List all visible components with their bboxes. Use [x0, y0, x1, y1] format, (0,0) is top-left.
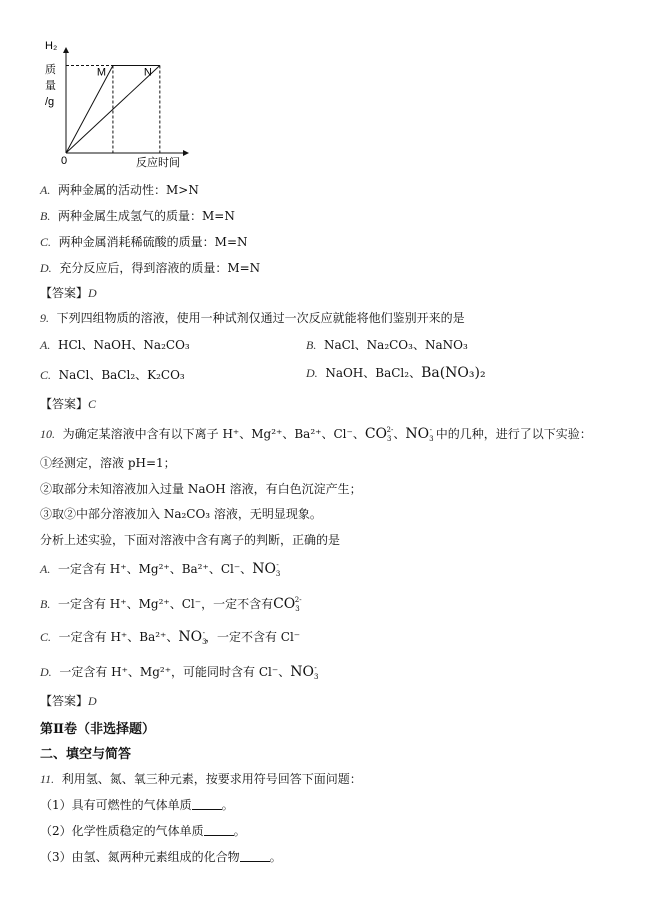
q8-answer: 【答案】D	[40, 286, 97, 300]
section-title: 第Ⅱ卷（非选择题）	[40, 722, 155, 737]
q9-option-d: D. NaOH、BaCl₂、Ba(NO₃)₂	[306, 365, 486, 381]
y-axis-label-1: 质	[45, 64, 56, 76]
q9-option-c: C. NaCl、BaCl₂、K₂CO₃	[40, 368, 185, 382]
series-N-line	[66, 66, 160, 154]
answer-blank	[192, 798, 222, 810]
q9-stem: 9. 下列四组物质的溶液，使用一种试剂仅通过一次反应就能将他们鉴别开来的是	[40, 311, 465, 325]
q10-step-2: ②取部分未知溶液加入过量 NaOH 溶液，有白色沉淀产生；	[40, 482, 362, 496]
q11-item-1: （1）具有可燃性的气体单质 。	[40, 798, 234, 812]
q9-option-b: B. NaCl、Na₂CO₃、NaNO₃	[306, 338, 468, 352]
q8-option-b: B. 两种金属生成氢气的质量：M=N	[40, 209, 235, 223]
q8-option-d: D. 充分反应后，得到溶液的质量：M=N	[40, 261, 261, 275]
section-subtitle: 二、填空与简答	[40, 747, 132, 762]
y-axis-label-top: H₂	[45, 40, 58, 52]
q10-stem: 10. 为确定某溶液中含有以下离子 H⁺、Mg²⁺、Ba²⁺、Cl⁻、$CO_3^{2-}$、$NO_3^-$ 中的几种，进行了以下实验：	[40, 426, 592, 443]
answer-blank	[240, 850, 270, 862]
plot-marks	[66, 66, 160, 154]
y-axis-label-3: /g	[45, 96, 55, 108]
q11-item-3: （3）由氢、氮两种元素组成的化合物 。	[40, 850, 282, 864]
q10-option-b: B. 一定含有 H⁺、Mg²⁺、Cl⁻，一定不含有$CO_3^{2-}$	[40, 596, 302, 613]
q11-item-2: （2）化学性质稳定的气体单质 。	[40, 824, 246, 838]
y-axis-label-2: 量	[45, 80, 56, 92]
q10-step-1: ①经测定，溶液 pH=1；	[40, 456, 176, 470]
q9-option-a: A. HCl、NaOH、Na₂CO₃	[40, 338, 190, 352]
q10-step-3: ③取②中部分溶液加入 Na₂CO₃ 溶液，无明显现象。	[40, 507, 322, 521]
q8-option-a: A. 两种金属的活动性：M>N	[40, 183, 199, 197]
x-axis-label: 反应时间	[136, 157, 180, 169]
q9-answer: 【答案】C	[40, 397, 97, 411]
answer-blank	[204, 824, 234, 836]
h2-mass-chart	[36, 40, 196, 170]
series-M-label: M	[96, 66, 107, 79]
q8-option-c: C. 两种金属消耗稀硫酸的质量：M=N	[40, 235, 248, 249]
series-N-label: N	[143, 66, 152, 79]
q10-option-d: D. 一定含有 H⁺、Mg²⁺，可能同时含有 Cl⁻、$NO_3^-$	[40, 664, 319, 681]
q10-option-c: C. 一定含有 H⁺、Ba²⁺、$NO_3^-$，一定不含有 Cl⁻	[40, 629, 301, 646]
q10-option-a: A. 一定含有 H⁺、Mg²⁺、Ba²⁺、Cl⁻、$NO_3^-$	[40, 561, 281, 578]
q11-stem: 11. 利用氢、氮、氧三种元素，按要求用符号回答下面问题：	[40, 772, 362, 786]
origin-label: 0	[61, 155, 68, 167]
q10-analysis: 分析上述实验，下面对溶液中含有离子的判断，正确的是	[40, 533, 341, 547]
q10-answer: 【答案】D	[40, 694, 97, 708]
ba-nitrate-formula: Ba(NO₃)₂	[421, 365, 486, 381]
